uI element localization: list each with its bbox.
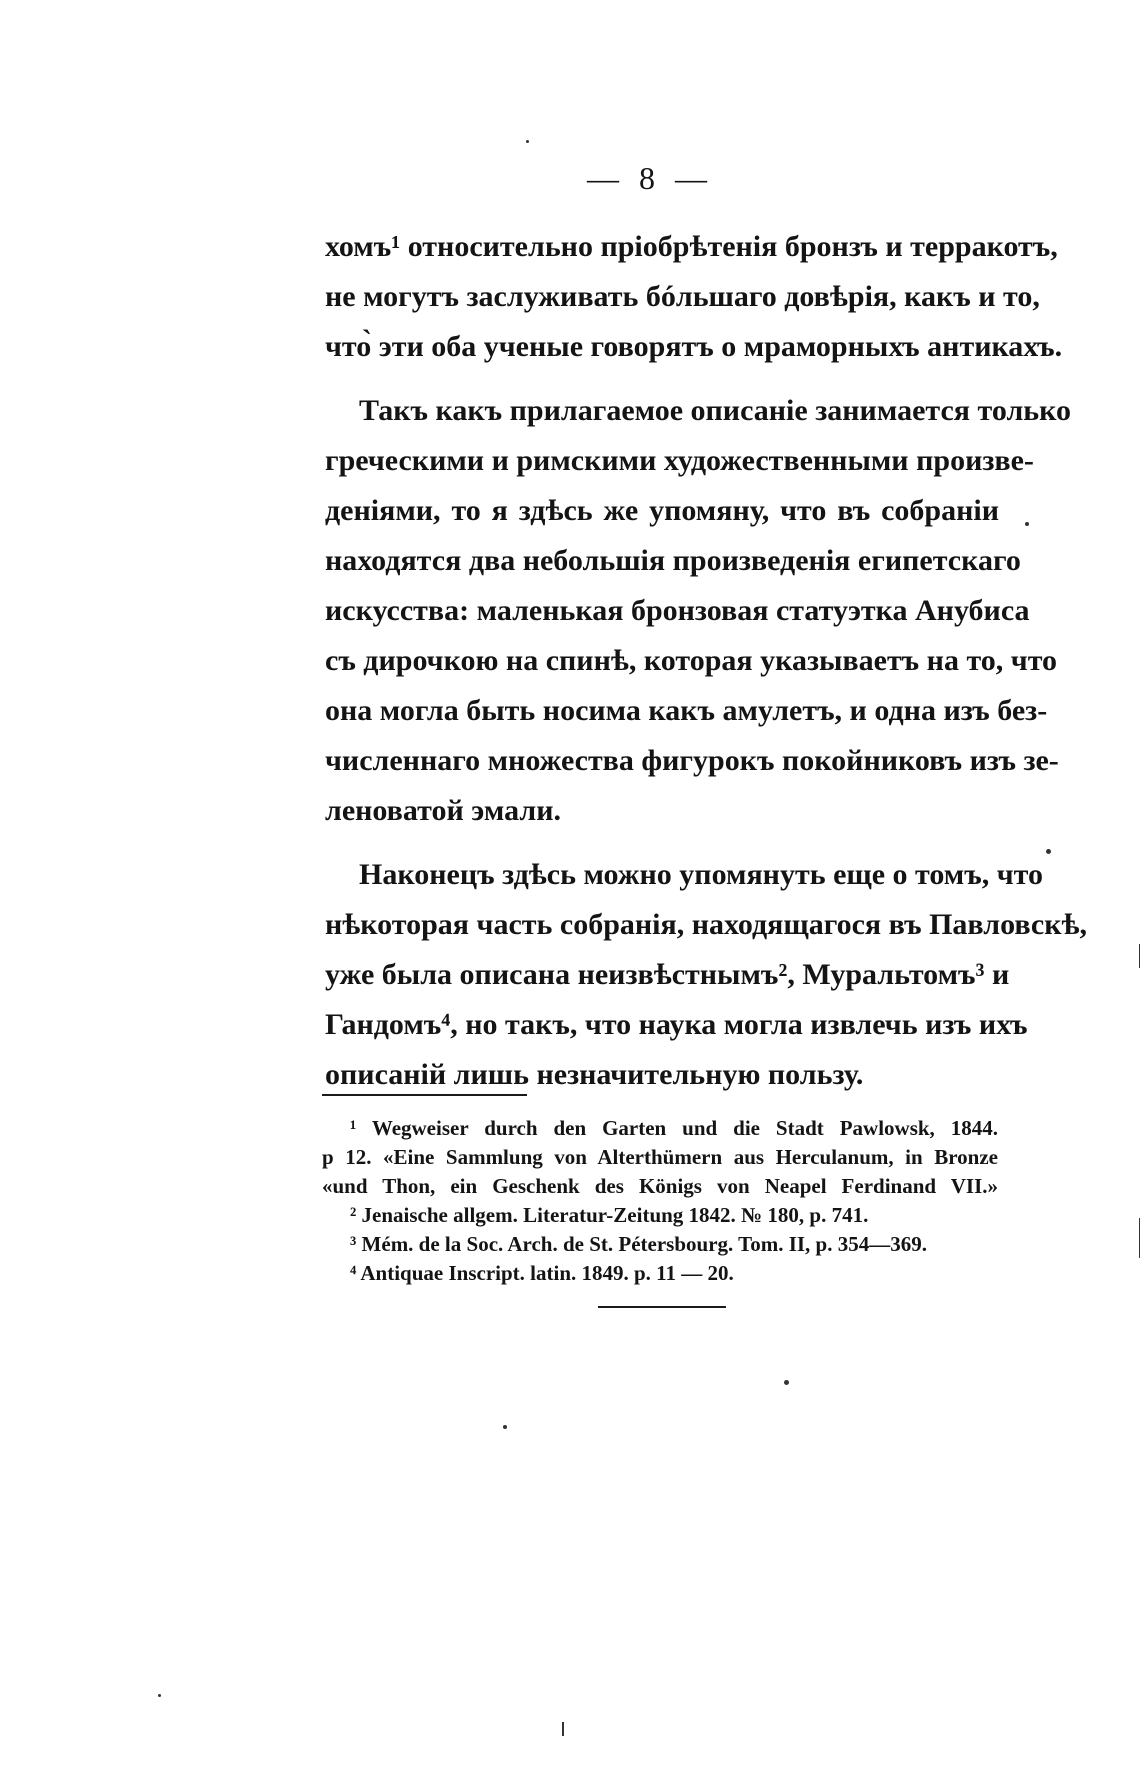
page-number: — 8 —: [587, 160, 713, 196]
text-line: греческими и римскими художественными произве-: [325, 444, 1034, 477]
paragraph-3: [325, 850, 1087, 1100]
paragraph-1: [325, 222, 1063, 372]
text-line: нѣкоторая часть собранія, находящагося въ Павловскѣ,: [325, 908, 1087, 941]
scan-speck: [1046, 849, 1051, 854]
text-line: Гандомъ⁴, но такъ, что наука могла извлечь изъ ихъ: [325, 1008, 1028, 1041]
footnote-line: «und Thon, ein Geschenk des Königs von Neapel Ferdinand VII.»: [322, 1174, 998, 1198]
text-line: уже была описана неизвѣстнымъ², Муральтомъ³ и: [325, 958, 1010, 991]
text-line: хомъ¹ относительно пріобрѣтенія бронзъ и терракотъ,: [325, 230, 1058, 263]
scan-speck: [784, 1380, 789, 1385]
scan-speck: [158, 1694, 161, 1697]
footnotes: [322, 1114, 998, 1288]
text-line: она могла быть носима какъ амулетъ, и одна изъ без-: [325, 694, 1048, 727]
text-line: Такъ какъ прилагаемое описаніе занимается только: [359, 394, 1072, 427]
footnote-line: ⁴ Antiquae Inscript. latin. 1849. p. 11 — 20.: [350, 1261, 734, 1285]
body-text: [325, 222, 1087, 1100]
scan-speck: [1025, 522, 1029, 526]
footnote-line: ¹ Wegweiser durch den Garten und die Stadt Pawlowsk, 1844.: [350, 1116, 998, 1140]
paragraph-2: [325, 386, 1072, 836]
scan-speck: [526, 140, 529, 143]
text-line: численнаго множества фигурокъ покойниковъ изъ зе-: [325, 744, 1059, 777]
footnote-separator-rule: [322, 1094, 527, 1096]
text-line: не могутъ заслуживать бóльшаго довѣрія, какъ и то,: [325, 280, 1040, 313]
footnote-line: ³ Mém. de la Soc. Arch. de St. Pétersbourg. Tom. II, p. 354—369.: [350, 1232, 927, 1256]
text-line: леноватой эмали.: [325, 794, 562, 827]
text-line: деніями, то я здѣсь же упомяну, что въ собраніи: [325, 494, 999, 527]
text-line: Наконецъ здѣсь можно упомянуть еще о томъ, что: [359, 858, 1043, 891]
scan-mark: [562, 1722, 564, 1736]
scan-speck: [503, 1425, 507, 1429]
text-line: описаній лишь незначительную пользу.: [325, 1058, 864, 1091]
text-line: находятся два небольшія произведенія египетскаго: [325, 544, 1021, 577]
text-line: съ дирочкою на спинѣ, которая указываетъ на то, что: [325, 644, 1058, 677]
footnote-line: ² Jenaische allgem. Literatur-Zeitung 1842. № 180, p. 741.: [350, 1203, 869, 1227]
text-line: что̀ эти оба ученые говорятъ о мраморныхъ антикахъ.: [325, 330, 1063, 363]
end-rule: [598, 1306, 726, 1308]
footnote-line: p 12. «Eine Sammlung von Alterthümern aus Herculanum, in Bronze: [322, 1145, 998, 1169]
text-line: искусства: маленькая бронзовая статуэтка Анубиса: [325, 594, 1030, 627]
